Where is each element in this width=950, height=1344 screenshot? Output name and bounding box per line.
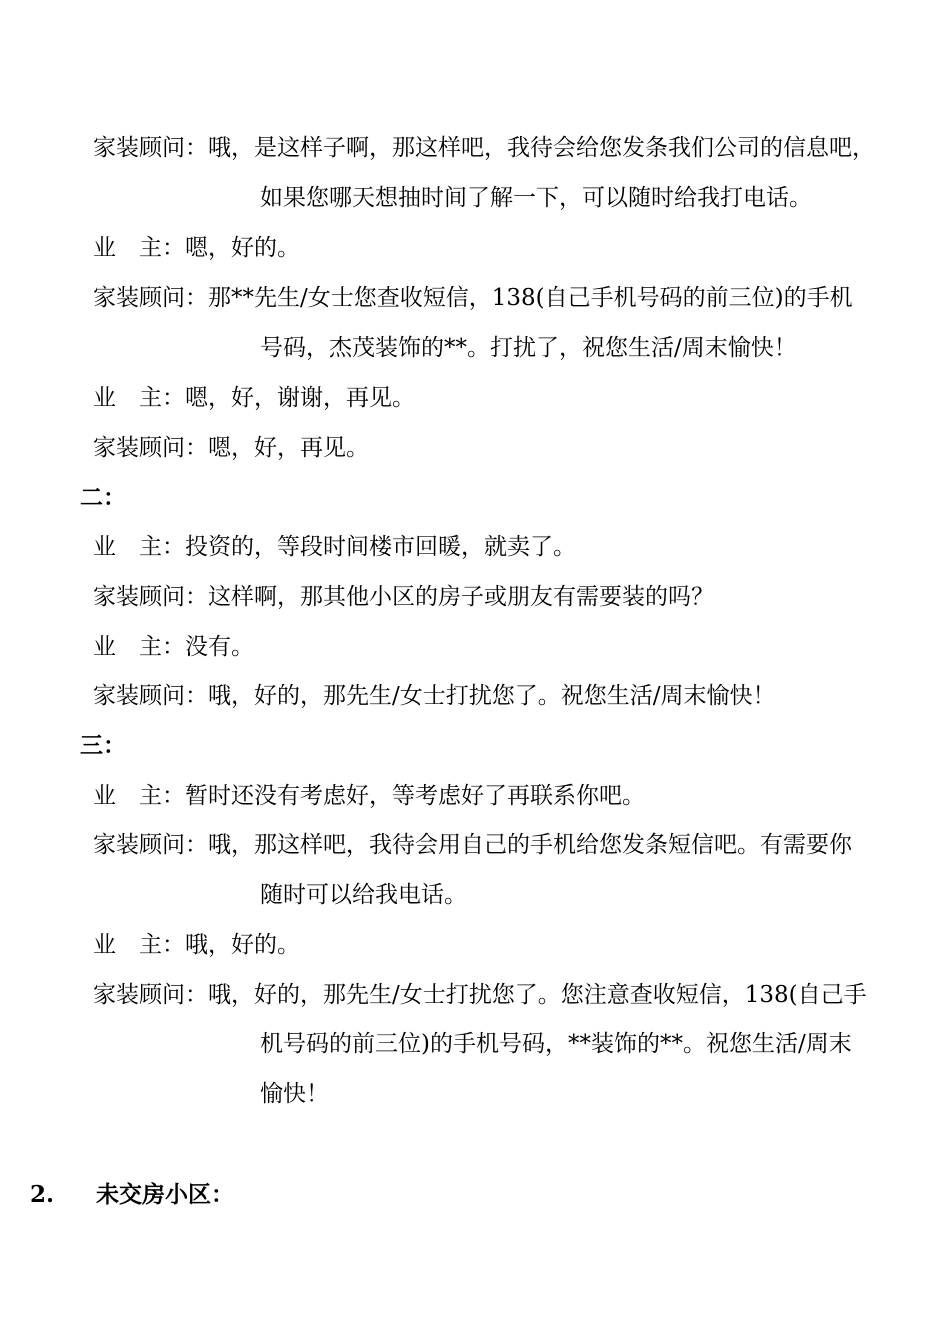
section-heading-two: 二： [80, 484, 126, 511]
dialogue-line-continuation: 随时可以给我电话。 [260, 882, 467, 908]
dialogue-line: 业 主：嗯，好的。 [93, 235, 300, 261]
dialogue-line: 家装顾问：哦，好的，那先生/女士打扰您了。祝您生活/周末愉快！ [93, 683, 776, 709]
section-number: 2. [30, 1181, 55, 1208]
dialogue-line: 业 主：嗯，好，谢谢，再见。 [93, 385, 415, 411]
dialogue-line-continuation: 机号码的前三位)的手机号码，**装饰的**。祝您生活/周末 [260, 1031, 852, 1057]
section-heading-three: 三： [80, 732, 126, 759]
dialogue-line: 家装顾问：那**先生/女士您查收短信，138(自己手机号码的前三位)的手机 [93, 285, 853, 311]
dialogue-line: 家装顾问：哦，那这样吧，我待会用自己的手机给您发条短信吧。有需要你 [93, 832, 852, 858]
dialogue-line: 家装顾问：这样啊，那其他小区的房子或朋友有需要装的吗？ [93, 584, 714, 610]
dialogue-line-continuation: 号码，杰茂装饰的**。打扰了，祝您生活/周末愉快！ [260, 335, 797, 361]
dialogue-line: 家装顾问：嗯，好，再见。 [93, 435, 369, 461]
section-title: 未交房小区： [96, 1181, 234, 1208]
dialogue-line: 业 主：投资的，等段时间楼市回暖，就卖了。 [93, 534, 576, 560]
dialogue-line-continuation: 愉快！ [260, 1081, 329, 1107]
dialogue-line: 家装顾问：哦，是这样子啊，那这样吧，我待会给您发条我们公司的信息吧， [93, 135, 875, 161]
dialogue-line-continuation: 如果您哪天想抽时间了解一下，可以随时给我打电话。 [260, 185, 812, 211]
dialogue-line: 家装顾问：哦，好的，那先生/女士打扰您了。您注意查收短信，138(自己手 [93, 982, 867, 1008]
dialogue-line: 业 主：暂时还没有考虑好，等考虑好了再联系你吧。 [93, 783, 645, 809]
dialogue-line: 业 主：没有。 [93, 634, 254, 660]
dialogue-line: 业 主：哦，好的。 [93, 932, 300, 958]
